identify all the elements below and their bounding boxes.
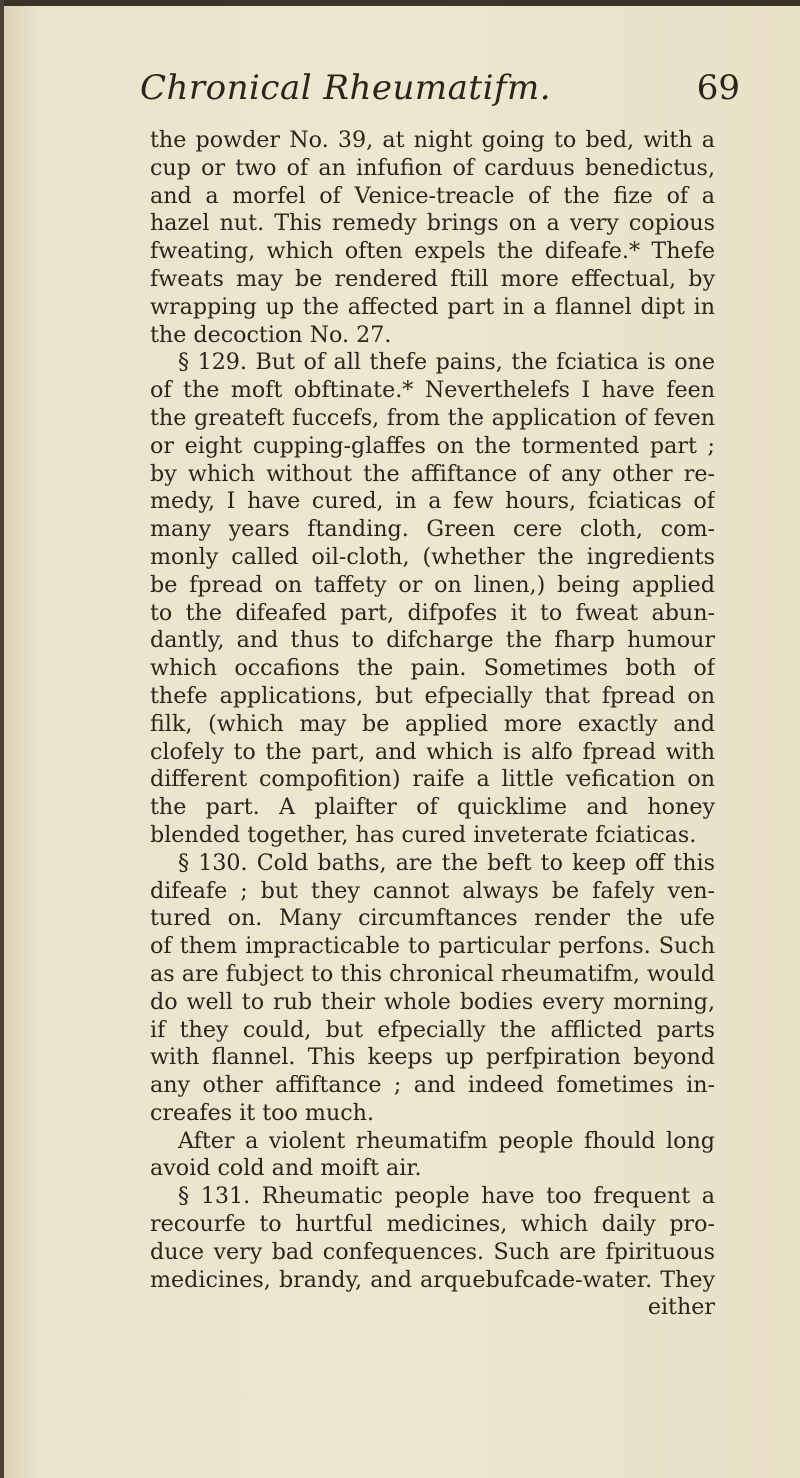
text-line: the greateft fuccefs, from the application of feven [150,404,715,431]
text-line: if they could, but efpecially the afflicted parts [150,1016,715,1043]
page-header [140,68,740,118]
text-line: hazel nut. This remedy brings on a very copious [150,210,715,237]
catchword: either [647,1294,715,1321]
text-line: recourfe to hurtful medicines, which daily pro- [150,1211,715,1238]
text-line: the decoction No. 27. [150,321,392,348]
text-line: the part. A plaifter of quicklime and honey [150,794,715,821]
text-line: to the difeafed part, difpofes it to fweat abun- [150,599,715,626]
text-line: do well to rub their whole bodies every morning, [150,988,715,1015]
text-line: as are fubject to this chronical rheumatifm, would [150,960,715,987]
text-line: avoid cold and moift air. [150,1155,422,1182]
text-line: of the moft obftinate.* Neverthelefs I have feen [150,377,715,404]
text-line: with flannel. This keeps up perfpiration beyond [150,1044,715,1071]
text-line: or eight cupping-glaffes on the tormented part ; [150,432,715,459]
text-line: by which without the affiftance of any other re- [150,460,715,487]
text-line: wrapping up the affected part in a flannel dipt in [150,293,715,320]
text-line: dantly, and thus to difcharge the fharp humour [150,627,715,654]
body-text [150,127,715,1322]
text-line: difeafe ; but they cannot always be fafely ven- [150,877,715,904]
text-line: of them impracticable to particular perfons. Such [150,933,715,960]
text-line: medy, I have cured, in a few hours, fciaticas of [150,488,715,515]
text-line: creafes it too much. [150,1099,375,1126]
text-line: any other affiftance ; and indeed fometimes in- [150,1072,715,1099]
top-rule [0,0,800,6]
left-edge [0,0,4,1478]
running-head: Chronical Rheumatifm. [140,68,552,108]
text-line: fweats may be rendered ftill more effectual, by [150,265,715,292]
text-line: the powder No. 39, at night going to bed, with a [150,127,715,153]
text-line: § 129. But of all thefe pains, the fciatica is one [178,349,715,376]
text-line: which occafions the pain. Sometimes both of [150,655,715,682]
text-line: § 131. Rheumatic people have too frequent a [178,1183,715,1210]
text-line: cup or two of an infufion of carduus benedictus, [150,154,715,181]
text-line: medicines, brandy, and arquebufcade-water. They [150,1266,715,1293]
page-number: 69 [696,68,740,108]
text-line: blended together, has cured inveterate fciaticas. [150,821,697,848]
text-line: monly called oil-cloth, (whether the ingredients [150,543,715,570]
text-line: fweating, which often expels the difeafe.* Thefe [150,238,715,265]
text-line: clofely to the part, and which is alfo fpread with [150,738,715,765]
text-line: After a violent rheumatifm people fhould long [178,1127,715,1154]
text-line: and a morfel of Venice-treacle of the fize of a [150,182,715,209]
text-line: § 130. Cold baths, are the beft to keep off this [178,849,715,876]
text-line: thefe applications, but efpecially that fpread on [150,682,715,709]
text-line: be fpread on taffety or on linen,) being applied [150,571,715,598]
text-line: different compofition) raife a little vefication on [150,766,715,793]
text-line: many years ftanding. Green cere cloth, com- [150,516,715,543]
text-line: filk, (which may be applied more exactly and [150,710,715,737]
text-line: duce very bad confequences. Such are fpirituous [150,1238,715,1265]
text-line: tured on. Many circumftances render the ufe [150,905,715,932]
